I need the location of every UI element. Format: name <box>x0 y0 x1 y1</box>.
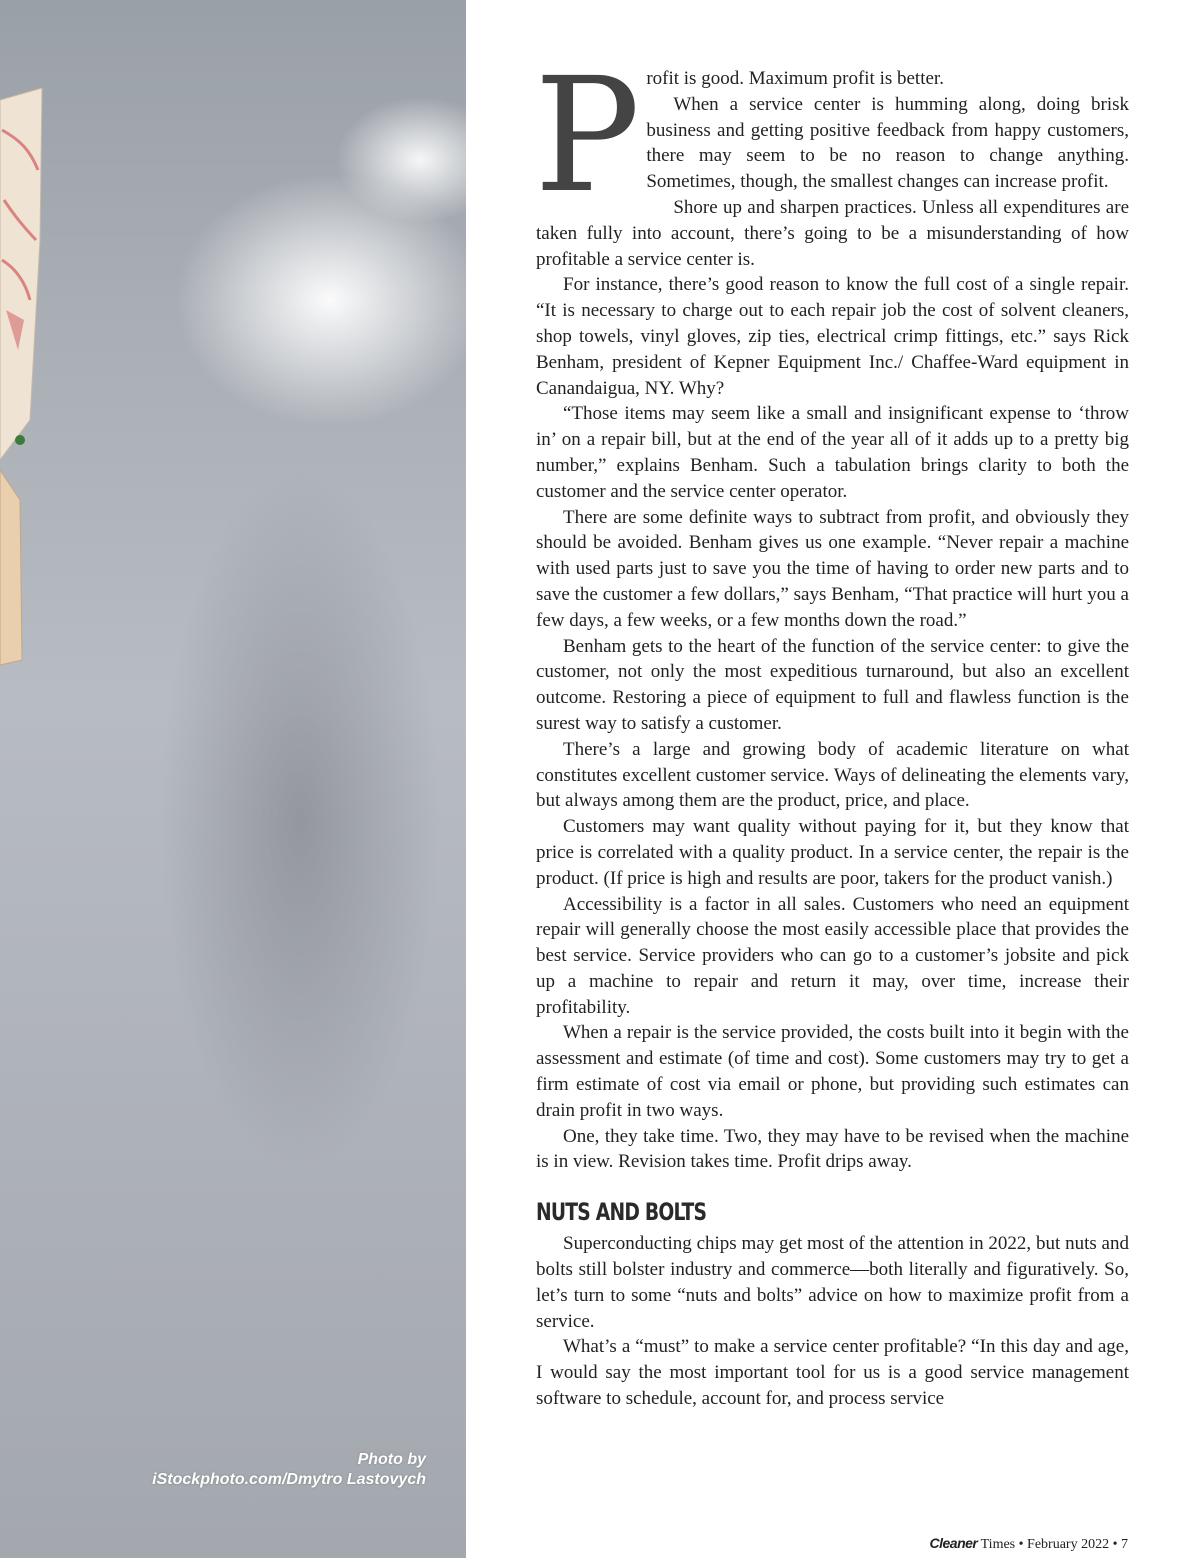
footer-brand: Cleaner <box>929 1535 978 1551</box>
paragraph: For instance, there’s good reason to know the full cost of a single repair. “It is necessary to charge out to each repair job the cost of solvent cleaners, shop towels, vinyl gloves, zip ties, electrical crimp fittings, etc.” says Rick Benham, president of Kepner Equipment Inc./ Chaffee-Ward equipment in Canandaigua, NY. Why? <box>536 274 1129 399</box>
footer-issue: February 2022 <box>1027 1537 1110 1552</box>
paragraph: Shore up and sharpen practices. Unless all expenditures are taken fully into account, there’s going to be a misunderstanding of how profitable a service center is. <box>536 196 1129 270</box>
paragraph: When a service center is humming along, doing brisk business and getting positive feedback from happy customers, there may seem to be no reason to change anything. Sometimes, though, the smallest changes can increase profit. <box>646 93 1129 193</box>
paragraph: When a repair is the service provided, the costs built into it begin with the assessment and estimate (of time and cost). Some customers may try to get a firm estimate of cost via email or phone, but providing such estimates can drain profit in two ways. <box>536 1022 1129 1121</box>
paragraph: There are some definite ways to subtract from profit, and obviously they should be avoided. Benham gives us one example. “Never repair a machine with used parts just to save you the time of having to order new parts and to save the customer a few dollars,” says Benham, “That practice will hurt you a few days, a few weeks, or a few months down the road.” <box>536 506 1129 631</box>
paragraph: “Those items may seem like a small and insignificant expense to ‘throw in’ on a repair bill, but at the end of the year all of it adds up to a pretty big number,” explains Benham. Such a tabulation brings clarity to both the customer and the service center operator. <box>536 403 1129 502</box>
article-body <box>534 44 1129 1412</box>
paragraph: Superconducting chips may get most of the attention in 2022, but nuts and bolts still bolster industry and commerce—both literally and figuratively. So, let’s turn to some “nuts and bolts” advice on how to maximize profit from a service. <box>536 1233 1129 1332</box>
section-heading: NUTS AND BOLTS <box>536 1198 707 1227</box>
opening-line: rofit is good. Maximum profit is better. <box>646 68 944 89</box>
paragraph: What’s a “must” to make a service center profitable? “In this day and age, I would say the most important tool for us is a good service management software to schedule, account for, and process service <box>536 1336 1129 1410</box>
paragraph: Accessibility is a factor in all sales. Customers who need an equipment repair will generally choose the most easily accessible place that provides the best service. Service providers who can go to a customer’s jobsite and pick up a machine to repair and return it may, over time, increase their profitability. <box>536 893 1129 1018</box>
drop-cap: P <box>534 44 641 228</box>
footer-bullet: • <box>1112 1537 1118 1552</box>
cover-photo <box>0 0 466 1558</box>
paragraph: Benham gets to the heart of the function of the service center: to give the customer, not only the most expeditious turnaround, but also an excellent outcome. Restoring a piece of equipment to full and flawless function is the surest way to satisfy a customer. <box>536 635 1129 734</box>
photo-credit-line1: Photo by <box>357 1451 426 1468</box>
page-footer <box>930 1535 1128 1553</box>
photo-credit <box>152 1450 426 1490</box>
footer-bullet: • <box>1018 1537 1024 1552</box>
paragraph: Customers may want quality without paying for it, but they know that price is correlated with a quality product. In a service center, the repair is the product. (If price is high and results are poor, takers for the product vanish.) <box>536 816 1129 889</box>
paragraph: There’s a large and growing body of academic literature on what constitutes excellent customer service. Ways of delineating the elements vary, but always among them are the product, price, and place. <box>536 738 1129 812</box>
footer-page-number: 7 <box>1121 1537 1128 1552</box>
kite-illustration <box>0 0 466 1558</box>
footer-publication: Times <box>980 1537 1016 1552</box>
paragraph: One, they take time. Two, they may have to be revised when the machine is in view. Revision takes time. Profit drips away. <box>536 1125 1129 1173</box>
photo-credit-line2: iStockphoto.com/Dmytro Lastovych <box>152 1471 426 1488</box>
